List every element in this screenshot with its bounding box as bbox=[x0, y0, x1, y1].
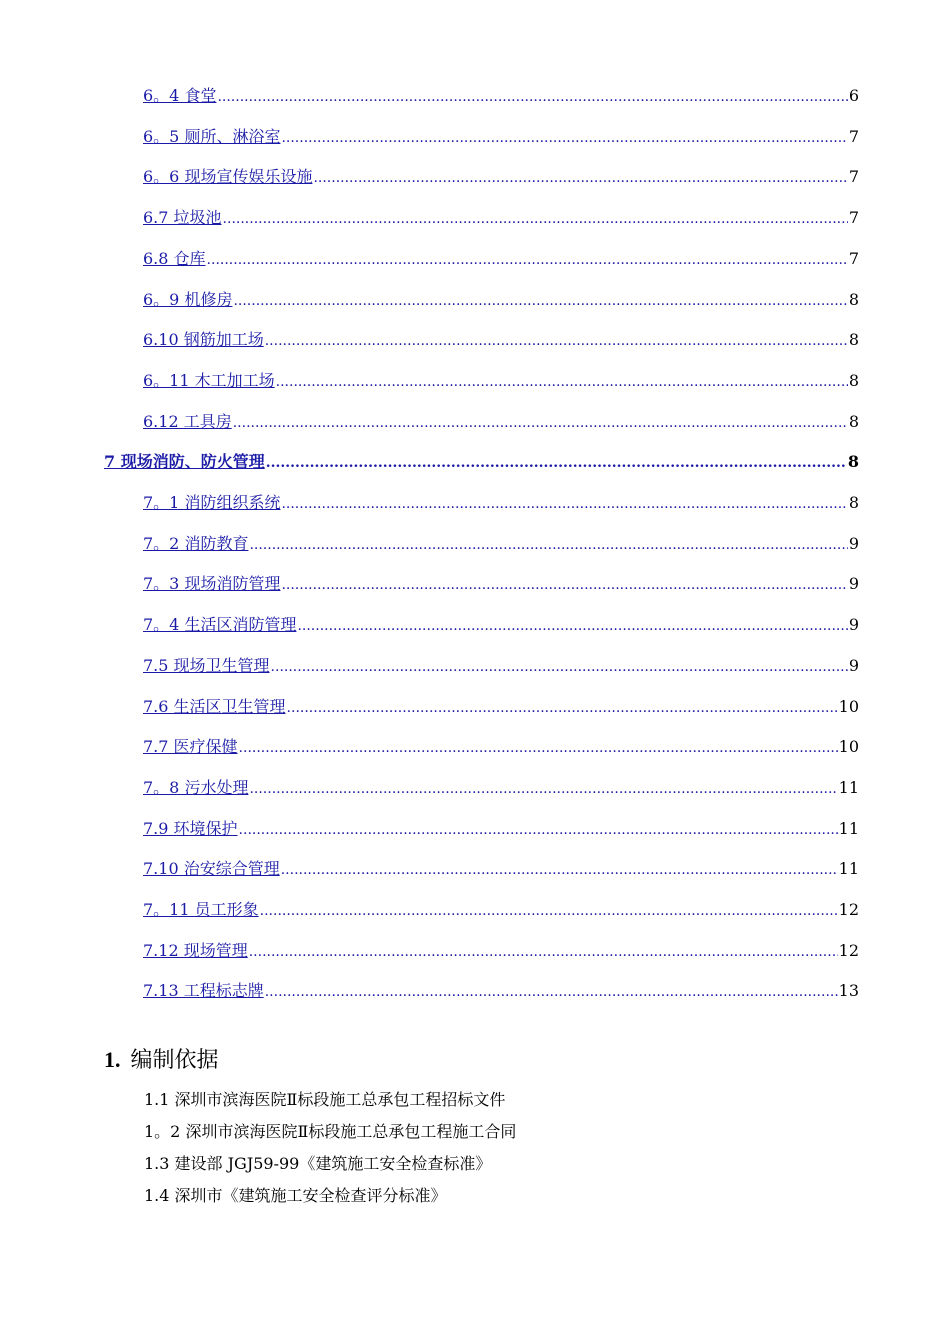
toc-entry-label[interactable]: 7.5 现场卫生管理 bbox=[143, 656, 270, 675]
toc-entry-page: 7 bbox=[848, 127, 859, 146]
toc-entry[interactable] bbox=[143, 326, 859, 350]
toc-entry[interactable] bbox=[143, 896, 859, 920]
toc-entry[interactable] bbox=[143, 245, 859, 269]
toc-entry[interactable] bbox=[143, 774, 859, 798]
toc-entry[interactable] bbox=[143, 489, 859, 513]
toc-entry[interactable] bbox=[143, 937, 859, 961]
toc-entry-page: 10 bbox=[838, 697, 859, 716]
toc-dot-leader bbox=[265, 330, 848, 350]
toc-entry-page: 11 bbox=[838, 778, 859, 797]
toc-entry[interactable] bbox=[143, 693, 859, 717]
toc-entry-label[interactable]: 6。6 现场宣传娱乐设施 bbox=[143, 167, 313, 186]
toc-entry-label[interactable]: 7。4 生活区消防管理 bbox=[143, 615, 297, 634]
toc-entry-label[interactable]: 6。11 木工加工场 bbox=[143, 371, 275, 390]
basis-item: 1.4 深圳市《建筑施工安全检查评分标准》 bbox=[144, 1186, 447, 1205]
toc-dot-leader bbox=[223, 208, 848, 228]
section-heading bbox=[104, 1043, 219, 1074]
toc-entry-label[interactable]: 7。3 现场消防管理 bbox=[143, 574, 281, 593]
toc-entry[interactable] bbox=[143, 408, 859, 432]
toc-dot-leader bbox=[287, 697, 838, 717]
toc-entry-page: 7 bbox=[848, 167, 859, 186]
toc-entry-page: 8 bbox=[848, 290, 859, 309]
toc-entry-label[interactable]: 7 现场消防、防火管理 bbox=[104, 452, 265, 471]
toc-dot-leader bbox=[217, 86, 847, 106]
section-number: 1. bbox=[104, 1047, 121, 1072]
toc-entry-label[interactable]: 7。2 消防教育 bbox=[143, 534, 249, 553]
toc-entry-page: 6 bbox=[848, 86, 859, 105]
toc-entry[interactable] bbox=[143, 815, 859, 839]
toc-entry-label[interactable]: 6.7 垃圾池 bbox=[143, 208, 222, 227]
toc-dot-leader bbox=[281, 574, 847, 594]
toc-entry-label[interactable]: 6.8 仓库 bbox=[143, 249, 206, 268]
toc-entry-page: 9 bbox=[848, 574, 859, 593]
toc-entry-label[interactable]: 7。11 员工形象 bbox=[143, 900, 259, 919]
toc-dot-leader bbox=[265, 981, 838, 1001]
toc-entry-page: 12 bbox=[838, 941, 859, 960]
toc-entry-label[interactable]: 7。8 污水处理 bbox=[143, 778, 249, 797]
toc-entry-page: 7 bbox=[848, 249, 859, 268]
toc-entry-label[interactable]: 6.10 钢筋加工场 bbox=[143, 330, 264, 349]
toc-entry[interactable] bbox=[143, 652, 859, 676]
toc-dot-leader bbox=[260, 900, 838, 920]
toc-entry-page: 9 bbox=[848, 615, 859, 634]
toc-entry[interactable] bbox=[143, 163, 859, 187]
basis-item: 1.3 建设部 JGJ59-99《建筑施工安全检查标准》 bbox=[144, 1154, 492, 1173]
toc-entry[interactable] bbox=[143, 204, 859, 228]
toc-entry-label[interactable]: 7.13 工程标志牌 bbox=[143, 981, 264, 1000]
toc-entry-page: 11 bbox=[838, 859, 859, 878]
toc-entry[interactable] bbox=[104, 448, 859, 472]
basis-item: 1.1 深圳市滨海医院Ⅱ标段施工总承包工程招标文件 bbox=[144, 1090, 506, 1109]
toc-dot-leader bbox=[249, 534, 847, 554]
toc-dot-leader bbox=[249, 941, 838, 961]
toc-entry-page: 8 bbox=[848, 493, 859, 512]
toc-entry-label[interactable]: 7.12 现场管理 bbox=[143, 941, 248, 960]
toc-dot-leader bbox=[297, 615, 847, 635]
toc-entry-label[interactable]: 7.6 生活区卫生管理 bbox=[143, 697, 286, 716]
toc-entry-label[interactable]: 6.12 工具房 bbox=[143, 412, 232, 431]
toc-dot-leader bbox=[266, 452, 847, 472]
toc-entry-page: 9 bbox=[848, 534, 859, 553]
toc-dot-leader bbox=[281, 859, 838, 879]
toc-entry-page: 8 bbox=[848, 412, 859, 431]
toc-dot-leader bbox=[281, 127, 847, 147]
toc-dot-leader bbox=[239, 737, 838, 757]
toc-entry-page: 7 bbox=[848, 208, 859, 227]
toc-dot-leader bbox=[249, 778, 837, 798]
toc-entry-page: 8 bbox=[848, 330, 859, 349]
toc-entry-page: 8 bbox=[848, 371, 859, 390]
toc-dot-leader bbox=[207, 249, 848, 269]
toc-entry-label[interactable]: 7.7 医疗保健 bbox=[143, 737, 238, 756]
toc-entry[interactable] bbox=[143, 82, 859, 106]
toc-dot-leader bbox=[313, 167, 847, 187]
toc-entry[interactable] bbox=[143, 570, 859, 594]
basis-item: 1。2 深圳市滨海医院Ⅱ标段施工总承包工程施工合同 bbox=[144, 1122, 517, 1141]
toc-entry[interactable] bbox=[143, 286, 859, 310]
toc-dot-leader bbox=[233, 290, 847, 310]
toc-dot-leader bbox=[271, 656, 848, 676]
toc-entry[interactable] bbox=[143, 855, 859, 879]
toc-entry-page: 12 bbox=[838, 900, 859, 919]
toc-entry-label[interactable]: 6。5 厕所、淋浴室 bbox=[143, 127, 281, 146]
toc-entry[interactable] bbox=[143, 977, 859, 1001]
toc-dot-leader bbox=[276, 371, 848, 391]
toc-dot-leader bbox=[233, 412, 848, 432]
toc-dot-leader bbox=[239, 819, 838, 839]
toc-dot-leader bbox=[281, 493, 847, 513]
toc-entry-page: 10 bbox=[838, 737, 859, 756]
toc-entry[interactable] bbox=[143, 530, 859, 554]
toc-entry-page: 11 bbox=[838, 819, 859, 838]
toc-entry[interactable] bbox=[143, 611, 859, 635]
toc-entry-page: 13 bbox=[838, 981, 859, 1000]
toc-entry-label[interactable]: 6。4 食堂 bbox=[143, 86, 217, 105]
toc-entry-label[interactable]: 7.9 环境保护 bbox=[143, 819, 238, 838]
toc-entry[interactable] bbox=[143, 367, 859, 391]
toc-entry[interactable] bbox=[143, 733, 859, 757]
toc-entry-label[interactable]: 7.10 治安综合管理 bbox=[143, 859, 280, 878]
toc-entry-label[interactable]: 6。9 机修房 bbox=[143, 290, 233, 309]
toc-entry[interactable] bbox=[143, 123, 859, 147]
toc-entry-page: 8 bbox=[847, 452, 859, 471]
toc-entry-label[interactable]: 7。1 消防组织系统 bbox=[143, 493, 281, 512]
toc-entry-page: 9 bbox=[848, 656, 859, 675]
section-title-text: 编制依据 bbox=[130, 1048, 219, 1073]
